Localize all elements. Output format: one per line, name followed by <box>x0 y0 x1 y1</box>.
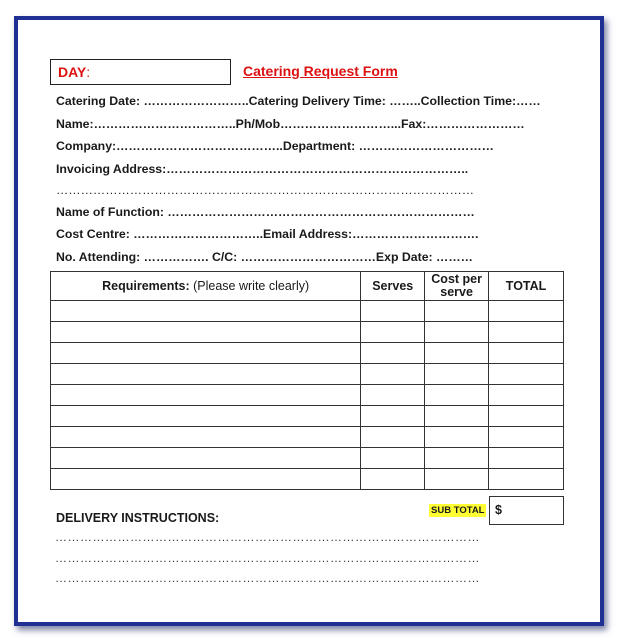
serves-cell[interactable] <box>361 469 425 490</box>
total-cell[interactable] <box>489 385 564 406</box>
table-row <box>51 427 564 448</box>
total-cell[interactable] <box>489 343 564 364</box>
requirement-cell[interactable] <box>51 448 361 469</box>
serves-cell[interactable] <box>361 406 425 427</box>
serves-cell[interactable] <box>361 427 425 448</box>
table-row <box>51 322 564 343</box>
cost-cell[interactable] <box>425 385 489 406</box>
serves-cell[interactable] <box>361 364 425 385</box>
requirements-table <box>50 271 564 490</box>
cost-cell[interactable] <box>425 406 489 427</box>
delivery-instructions-label: DELIVERY INSTRUCTIONS: <box>56 511 220 525</box>
function-name-line[interactable]: Name of Function: ………………………………………………………………… <box>56 205 475 219</box>
total-cell[interactable] <box>489 406 564 427</box>
cost-cell[interactable] <box>425 343 489 364</box>
catering-date-line[interactable]: Catering Date: ……………………..Catering Delivery Time: ……..Collection Time:…… <box>56 94 541 108</box>
total-cell[interactable] <box>489 469 564 490</box>
invoicing-address-line-2[interactable]: ………………………………………………………………………………………… <box>56 183 475 197</box>
day-colon: : <box>86 64 91 80</box>
cost-cell[interactable] <box>425 448 489 469</box>
attending-line[interactable]: No. Attending: ……………. C/C: ……………………………Exp Date: ……… <box>56 250 473 264</box>
serves-cell[interactable] <box>361 301 425 322</box>
cost-per-serve-header: Cost per serve <box>425 272 489 301</box>
day-field[interactable] <box>50 59 231 85</box>
subtotal-field[interactable] <box>489 496 564 525</box>
table-row <box>51 343 564 364</box>
table-row <box>51 364 564 385</box>
serves-cell[interactable] <box>361 322 425 343</box>
cost-cell[interactable] <box>425 469 489 490</box>
requirement-cell[interactable] <box>51 469 361 490</box>
total-cell[interactable] <box>489 364 564 385</box>
subtotal-label: SUB TOTAL <box>431 505 485 516</box>
serves-header: Serves <box>361 272 425 301</box>
day-label: DAY <box>58 64 87 80</box>
table-row <box>51 469 564 490</box>
serves-cell[interactable] <box>361 448 425 469</box>
requirement-cell[interactable] <box>51 427 361 448</box>
total-cell[interactable] <box>489 427 564 448</box>
name-line[interactable]: Name:……………………………..Ph/Mob………………………...Fax:…………………… <box>56 117 525 131</box>
requirement-cell[interactable] <box>51 364 361 385</box>
serves-cell[interactable] <box>361 385 425 406</box>
invoicing-address-line[interactable]: Invoicing Address:……………………………………………………………….. <box>56 162 469 176</box>
requirements-header: Requirements: (Please write clearly) <box>51 272 361 301</box>
form-title: Catering Request Form <box>243 63 398 79</box>
table-row <box>51 448 564 469</box>
requirement-cell[interactable] <box>51 301 361 322</box>
total-cell[interactable] <box>489 301 564 322</box>
cost-cell[interactable] <box>425 322 489 343</box>
delivery-line-3[interactable]: ………………………………………………………………………………………… <box>55 571 480 585</box>
cost-cell[interactable] <box>425 427 489 448</box>
total-cell[interactable] <box>489 322 564 343</box>
cost-centre-line[interactable]: Cost Centre: …………………………..Email Address:…………………………. <box>56 227 479 241</box>
delivery-line-1[interactable]: ………………………………………………………………………………………… <box>55 530 480 544</box>
serves-cell[interactable] <box>361 343 425 364</box>
table-row <box>51 301 564 322</box>
company-line[interactable]: Company:…………………………………..Department: …………………………… <box>56 139 494 153</box>
table-row <box>51 406 564 427</box>
total-cell[interactable] <box>489 448 564 469</box>
requirement-cell[interactable] <box>51 406 361 427</box>
requirement-cell[interactable] <box>51 385 361 406</box>
table-row <box>51 385 564 406</box>
requirement-cell[interactable] <box>51 322 361 343</box>
table-header-row <box>51 272 564 301</box>
currency-symbol: $ <box>495 503 502 517</box>
requirement-cell[interactable] <box>51 343 361 364</box>
cost-cell[interactable] <box>425 301 489 322</box>
delivery-line-2[interactable]: ………………………………………………………………………………………… <box>55 551 480 565</box>
cost-cell[interactable] <box>425 364 489 385</box>
total-header: TOTAL <box>489 272 564 301</box>
